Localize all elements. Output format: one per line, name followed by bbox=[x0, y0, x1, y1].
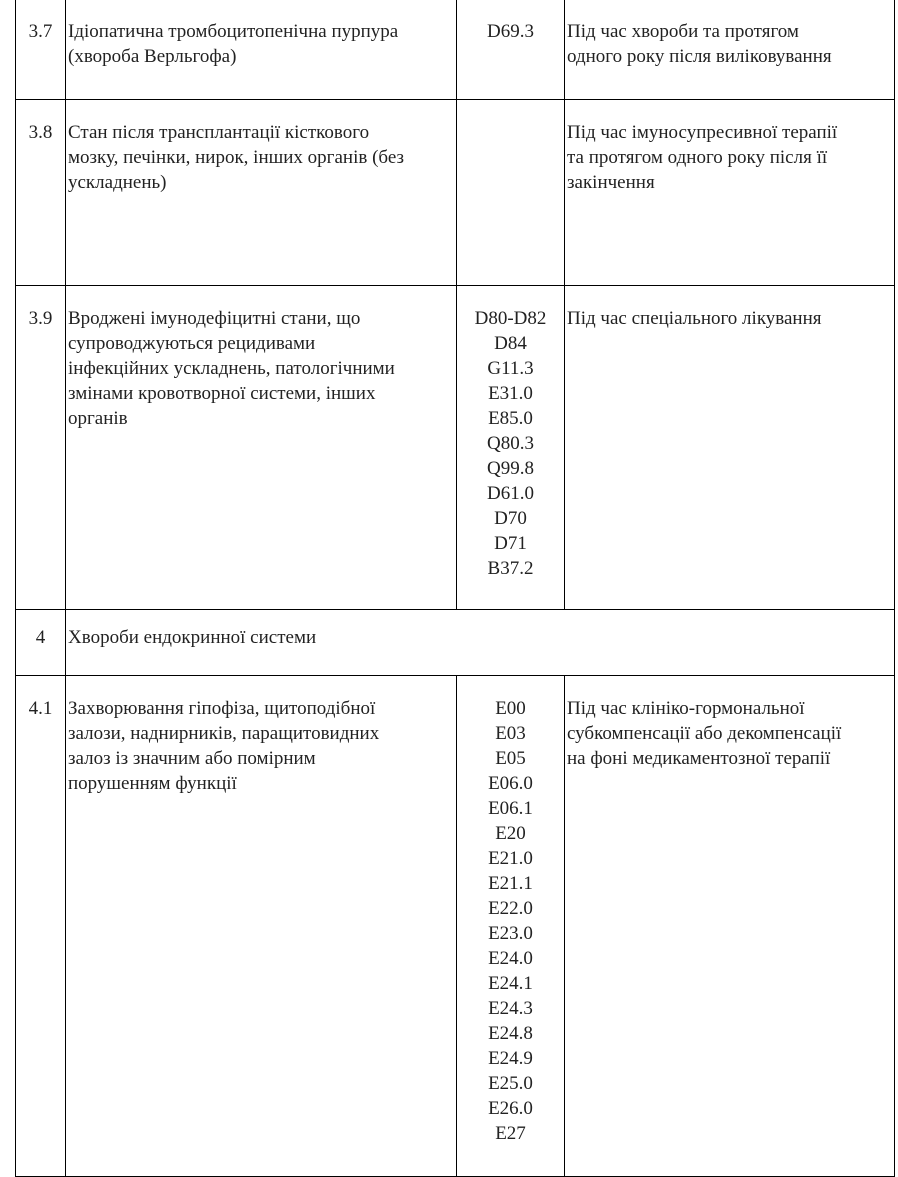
disease-name: Захворювання гіпофіза, щитоподібної залози, наднирників, паращитовидних залоз із значним або помірним порушенням функції bbox=[66, 676, 457, 1177]
row-number: 4.1 bbox=[16, 676, 66, 1177]
row-number: 3.8 bbox=[16, 100, 66, 286]
table-row bbox=[16, 676, 895, 1177]
term-text: Під час хвороби та протягом одного року після виліковування bbox=[565, 0, 895, 100]
section-row bbox=[16, 610, 895, 676]
icd-codes bbox=[457, 100, 565, 286]
table-row bbox=[16, 286, 895, 610]
disease-name: Ідіопатична тромбоцитопенічна пурпура (хвороба Верльгофа) bbox=[66, 0, 457, 100]
term-text: Під час імуносупресивної терапії та протягом одного року після її закінчення bbox=[565, 100, 895, 286]
icd-codes: E00 E03 E05 E06.0 E06.1 E20 E21.0 E21.1 E22.0 E23.0 E24.0 E24.1 E24.3 E24.8 E24.9 E25.0 E26.0 E27 bbox=[457, 676, 565, 1177]
disease-name: Стан після трансплантації кісткового мозку, печінки, нирок, інших органів (без ускладнень) bbox=[66, 100, 457, 286]
section-number: 4 bbox=[16, 610, 66, 676]
table-row bbox=[16, 0, 895, 100]
row-number: 3.9 bbox=[16, 286, 66, 610]
section-title: Хвороби ендокринної системи bbox=[66, 610, 895, 676]
icd-codes: D80-D82 D84 G11.3 E31.0 E85.0 Q80.3 Q99.8 D61.0 D70 D71 B37.2 bbox=[457, 286, 565, 610]
term-text: Під час клініко-гормональної субкомпенсації або декомпенсації на фоні медикаментозної терапії bbox=[565, 676, 895, 1177]
disease-table bbox=[15, 0, 895, 1177]
table-row bbox=[16, 100, 895, 286]
disease-name: Вроджені імунодефіцитні стани, що супроводжуються рецидивами інфекційних ускладнень, патологічними змінами кровотворної системи, інших органів bbox=[66, 286, 457, 610]
icd-codes: D69.3 bbox=[457, 0, 565, 100]
term-text: Під час спеціального лікування bbox=[565, 286, 895, 610]
row-number: 3.7 bbox=[16, 0, 66, 100]
